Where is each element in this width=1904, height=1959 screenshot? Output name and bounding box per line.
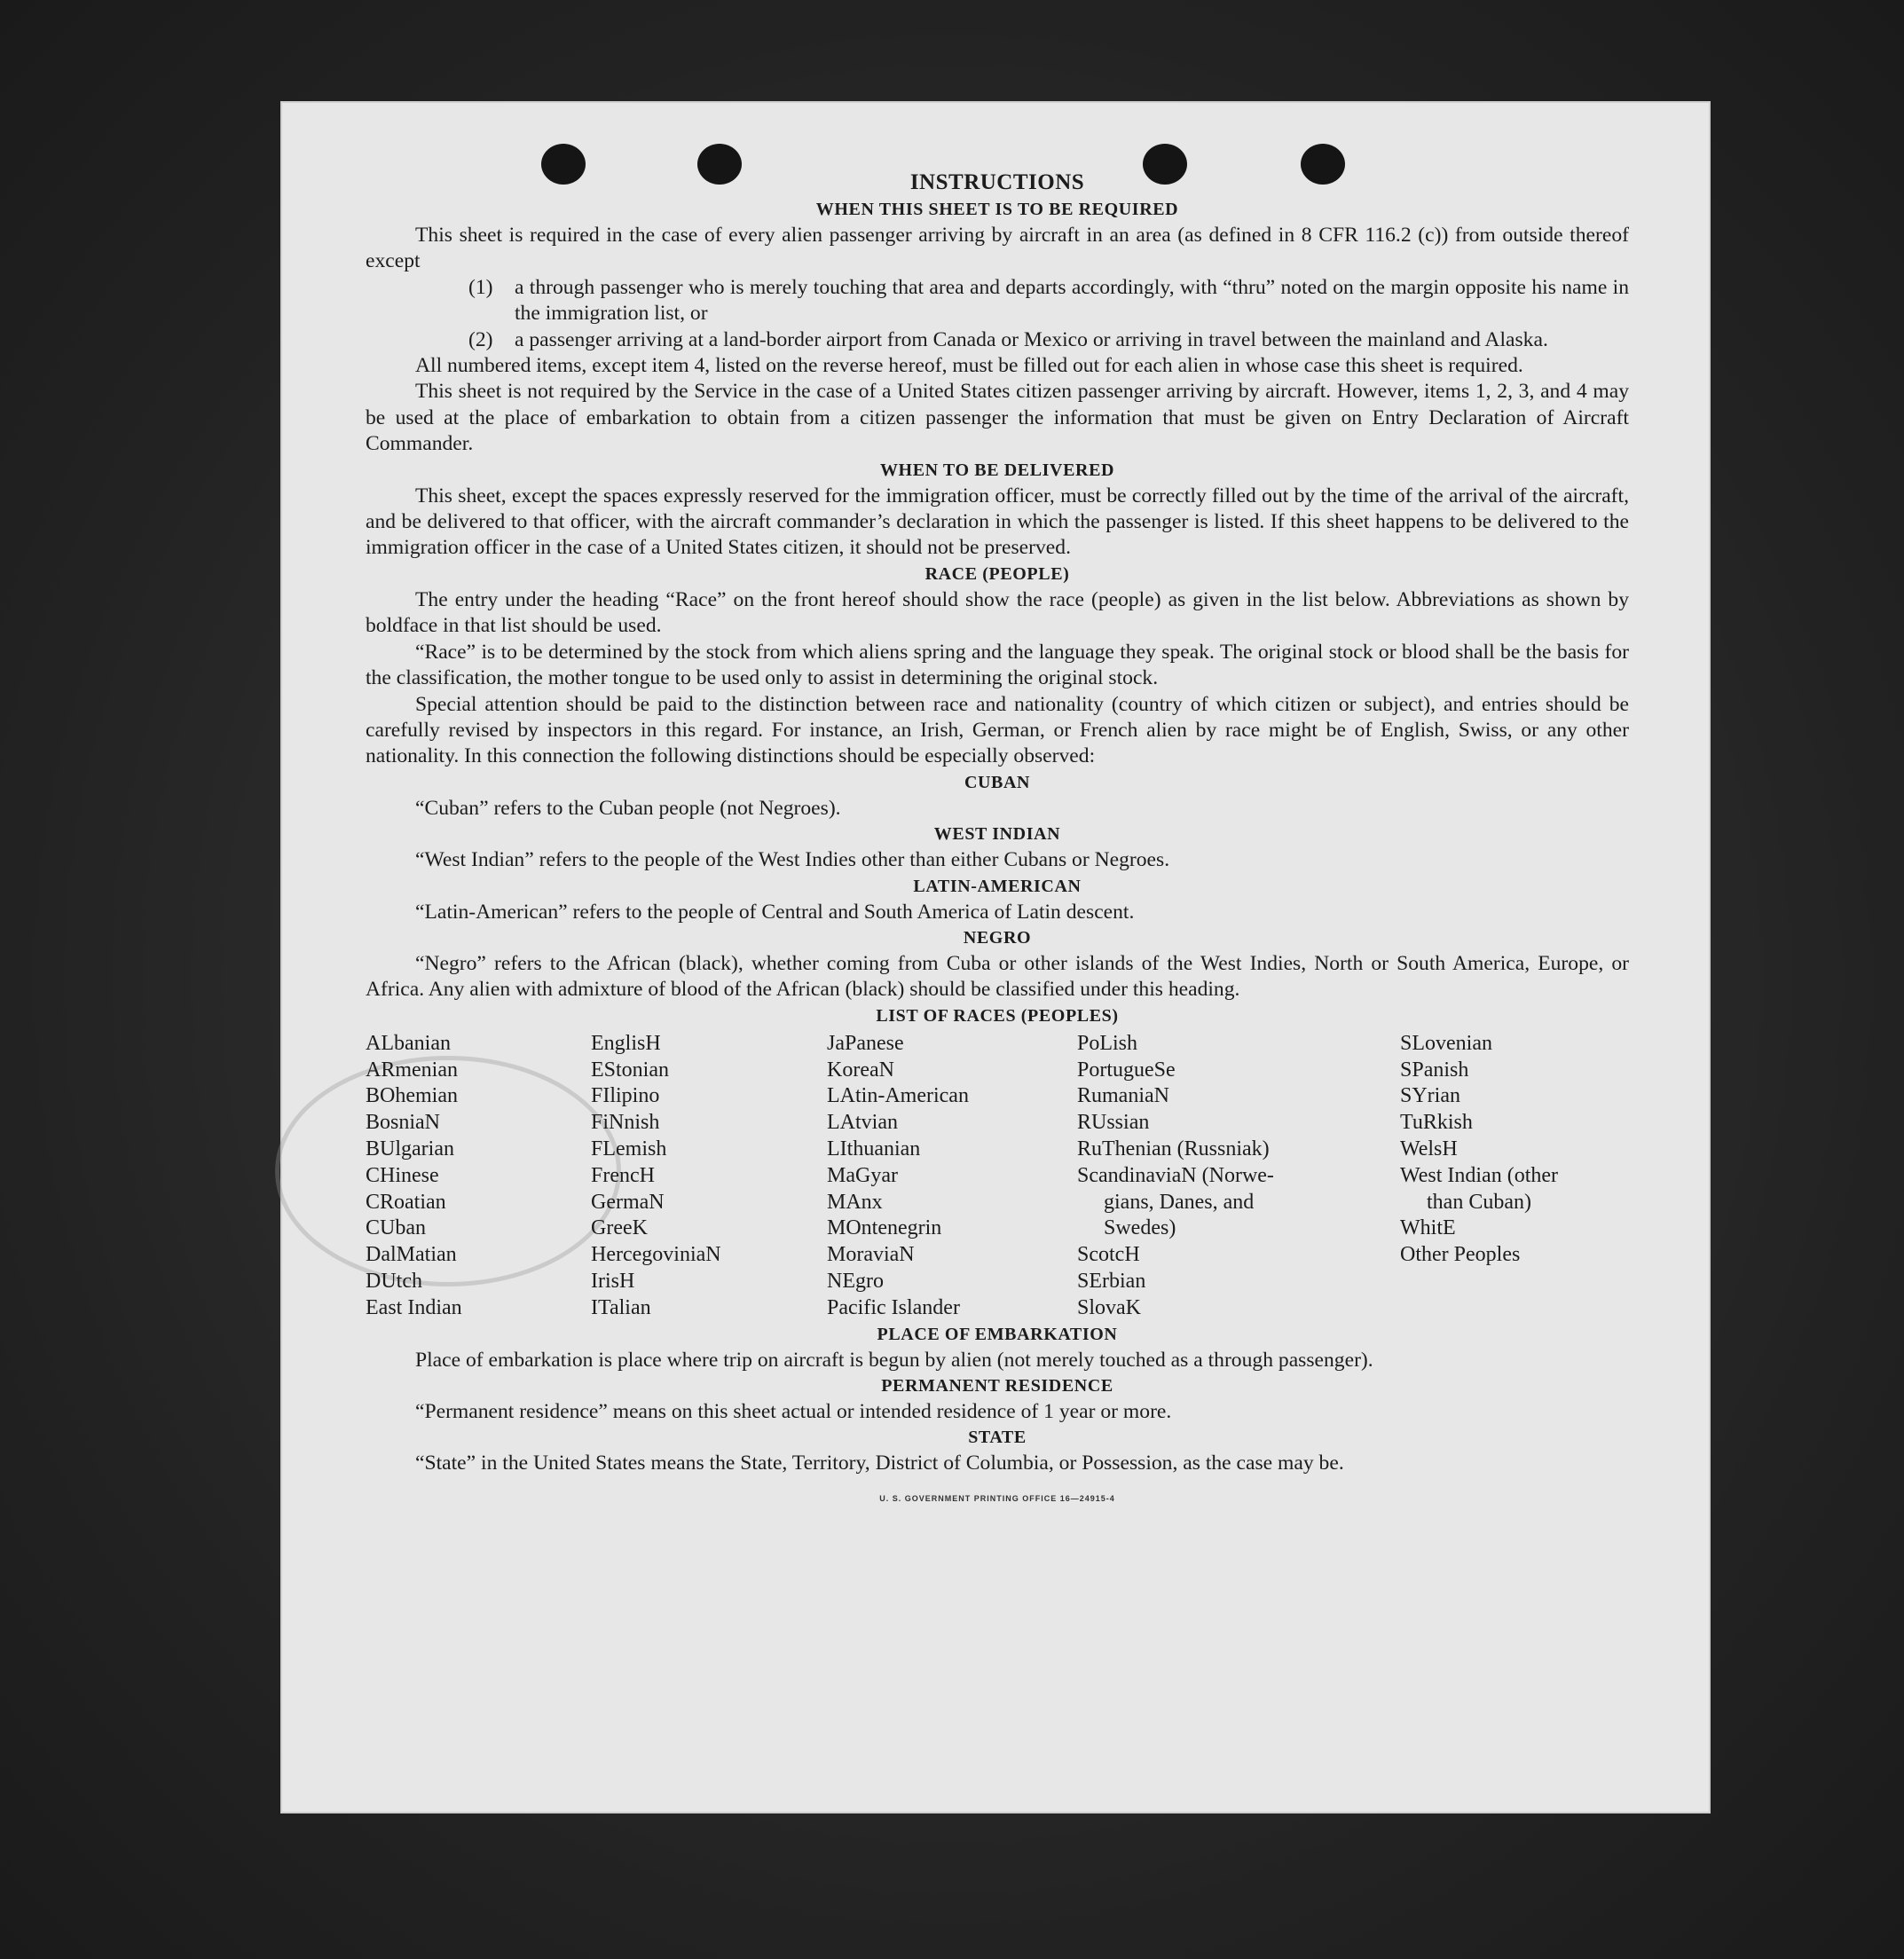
race-entry: East Indian [366, 1295, 462, 1319]
race-entry: LAtvian [827, 1111, 898, 1135]
race-entry: LIthuanian [827, 1137, 921, 1160]
race-entry: ALbanian [366, 1031, 451, 1055]
race-entry: SlovaK [1077, 1295, 1141, 1319]
race-entry: KoreaN [827, 1058, 894, 1082]
race-entry: Other Peoples [1400, 1243, 1521, 1267]
race-entry: Swedes) [1104, 1216, 1176, 1240]
race-entry: SPanish [1400, 1058, 1469, 1082]
heading-west-indian: WEST INDIAN [933, 824, 1061, 845]
race-entry: Pacific Islander [827, 1295, 960, 1319]
paragraph: Place of embarkation is place where trip on aircraft is begun by alien (not merely touched as a through passenger). [415, 1348, 1373, 1372]
race-entry: TuRkish [1400, 1111, 1473, 1135]
race-entry: RuThenian (Russniak) [1077, 1137, 1270, 1160]
paragraph: “Race” is to be determined by the stock from which aliens spring and the language they speak. The original stock or blood shall be the basis for the classification, the mother tongue to be used only to assist in determining the original stock. [366, 640, 1629, 690]
races-column [827, 1031, 1077, 1322]
item-text: a passenger arriving at a land-border airport from Canada or Mexico or arriving in travel between the mainland and Alaska. [515, 327, 1548, 351]
item-number: (1) [468, 275, 493, 299]
race-entry: BOhemian [366, 1084, 458, 1108]
race-entry: MaGyar [827, 1163, 898, 1187]
printer-imprint: U. S. GOVERNMENT PRINTING OFFICE 16—24915-4 [879, 1493, 1115, 1503]
race-entry: BosniaN [366, 1111, 440, 1135]
paragraph: “State” in the United States means the State, Territory, District of Columbia, or Possession, as the case may be. [415, 1452, 1344, 1475]
heading-embarkation: PLACE OF EMBARKATION [877, 1324, 1118, 1344]
heading-list-of-races: LIST OF RACES (PEOPLES) [876, 1005, 1119, 1026]
heading-cuban: CUBAN [964, 772, 1031, 792]
race-entry: IrisH [591, 1269, 635, 1293]
item-number: (2) [468, 327, 493, 351]
race-entry: SLovenian [1400, 1031, 1492, 1055]
paragraph: All numbered items, except item 4, listed on the reverse hereof, must be filled out for each alien in whose case this sheet is required. [415, 354, 1523, 378]
paragraph: “Latin-American” refers to the people of Central and South America of Latin descent. [415, 900, 1135, 924]
list-item [468, 275, 1629, 327]
paragraph: “Permanent residence” means on this sheet actual or intended residence of 1 year or more. [415, 1399, 1172, 1423]
races-column [1077, 1031, 1400, 1322]
race-entry: ScotcH [1077, 1243, 1140, 1267]
heading-latin-american: LATIN-AMERICAN [913, 876, 1082, 896]
race-entry: PortugueSe [1077, 1058, 1176, 1082]
heading-delivered: WHEN TO BE DELIVERED [879, 460, 1115, 480]
race-entry: BUlgarian [366, 1137, 454, 1160]
race-entry: FrencH [591, 1163, 655, 1187]
paragraph: “Negro” refers to the African (black), whether coming from Cuba or other islands of the West Indies, North or South America, Europe, or Africa. Any alien with admixture of blood of the African (black) should be classified under this heading. [366, 951, 1629, 1002]
paragraph: This sheet is not required by the Service in the case of a United States citizen passenger arriving by aircraft. However, items 1, 2, 3, and 4 may be used at the place of embarkation to obtain from a citizen passenger the information that must be given on Entry Declaration of Aircraft Commander. [366, 380, 1629, 456]
heading-race: RACE (PEOPLE) [924, 563, 1070, 584]
race-entry: CHinese [366, 1163, 439, 1187]
paragraph: “West Indian” refers to the people of the West Indies other than either Cubans or Negroes. [415, 848, 1170, 872]
race-entry: ITalian [591, 1295, 651, 1319]
race-entry: WelsH [1400, 1137, 1458, 1160]
race-entry: PoLish [1077, 1031, 1138, 1055]
race-entry: gians, Danes, and [1104, 1190, 1255, 1214]
paragraph: Special attention should be paid to the distinction between race and nationality (country of which citizen or subject), and entries should be carefully revised by inspectors in this regard. For instance, an Irish, German, or French alien by race might be of English, Swiss, or any other nationality. In this connection the following distinctions should be especially observed: [366, 692, 1629, 768]
race-entry: RUssian [1077, 1111, 1150, 1135]
paragraph: This sheet is required in the case of every alien passenger arriving by aircraft in an area (as defined in 8 CFR 116.2 (c)) from outside thereof except [366, 224, 1629, 273]
races-column [591, 1031, 827, 1322]
paragraph: “Cuban” refers to the Cuban people (not Negroes). [415, 796, 841, 820]
race-entry: than Cuban) [1427, 1190, 1531, 1214]
race-entry: ScandinaviaN (Norwe- [1077, 1163, 1274, 1187]
heading-required: WHEN THIS SHEET IS TO BE REQUIRED [815, 200, 1179, 219]
race-entry: EStonian [591, 1058, 669, 1082]
race-entry: ARmenian [366, 1058, 458, 1082]
paragraph: This sheet, except the spaces expressly reserved for the immigration officer, must be correctly filled out by the time of the arrival of the aircraft, and be delivered to that officer, with the aircraft commander’s declaration in which the passenger is listed. If this sheet happens to be delivered to the immigration officer in the case of a United States citizen, it should not be preserved. [366, 484, 1629, 560]
race-entry: SYrian [1400, 1084, 1460, 1108]
race-entry: WhitE [1400, 1216, 1456, 1240]
race-entry: West Indian (other [1400, 1163, 1559, 1187]
races-list [366, 1031, 1629, 1322]
race-entry: MOntenegrin [827, 1216, 942, 1240]
race-entry: RumaniaN [1077, 1084, 1169, 1108]
race-entry: FiNnish [591, 1111, 660, 1135]
race-entry: MAnx [827, 1190, 883, 1214]
list-item [468, 327, 1629, 353]
page-title: INSTRUCTIONS [909, 170, 1085, 194]
race-entry: LAtin-American [827, 1084, 969, 1108]
races-column [1400, 1031, 1629, 1322]
race-entry: DUtch [366, 1269, 422, 1293]
race-entry: SErbian [1077, 1269, 1146, 1293]
race-entry: CRoatian [366, 1190, 446, 1214]
race-entry: CUban [366, 1216, 426, 1240]
race-entry: GreeK [591, 1216, 648, 1240]
item-text: a through passenger who is merely touching that area and departs accordingly, with “thru” noted on the margin opposite his name in the immigration list, or [515, 275, 1629, 326]
race-entry: DalMatian [366, 1243, 457, 1267]
race-entry: FIlipino [591, 1084, 660, 1108]
races-column [366, 1031, 591, 1322]
heading-negro: NEGRO [963, 927, 1032, 948]
race-entry: MoraviaN [827, 1243, 915, 1267]
race-entry: JaPanese [827, 1031, 904, 1055]
race-entry: HercegoviniaN [591, 1243, 721, 1267]
heading-residence: PERMANENT RESIDENCE [881, 1375, 1113, 1396]
race-entry: FLemish [591, 1137, 667, 1160]
race-entry: GermaN [591, 1190, 665, 1214]
race-entry: EnglisH [591, 1031, 661, 1055]
paragraph: The entry under the heading “Race” on the front hereof should show the race (people) as given in the list below. Abbreviations as shown by boldface in that list should be used. [366, 587, 1629, 638]
heading-state: STATE [968, 1428, 1027, 1448]
race-entry: NEgro [827, 1269, 884, 1293]
instructions-content [366, 169, 1629, 1512]
